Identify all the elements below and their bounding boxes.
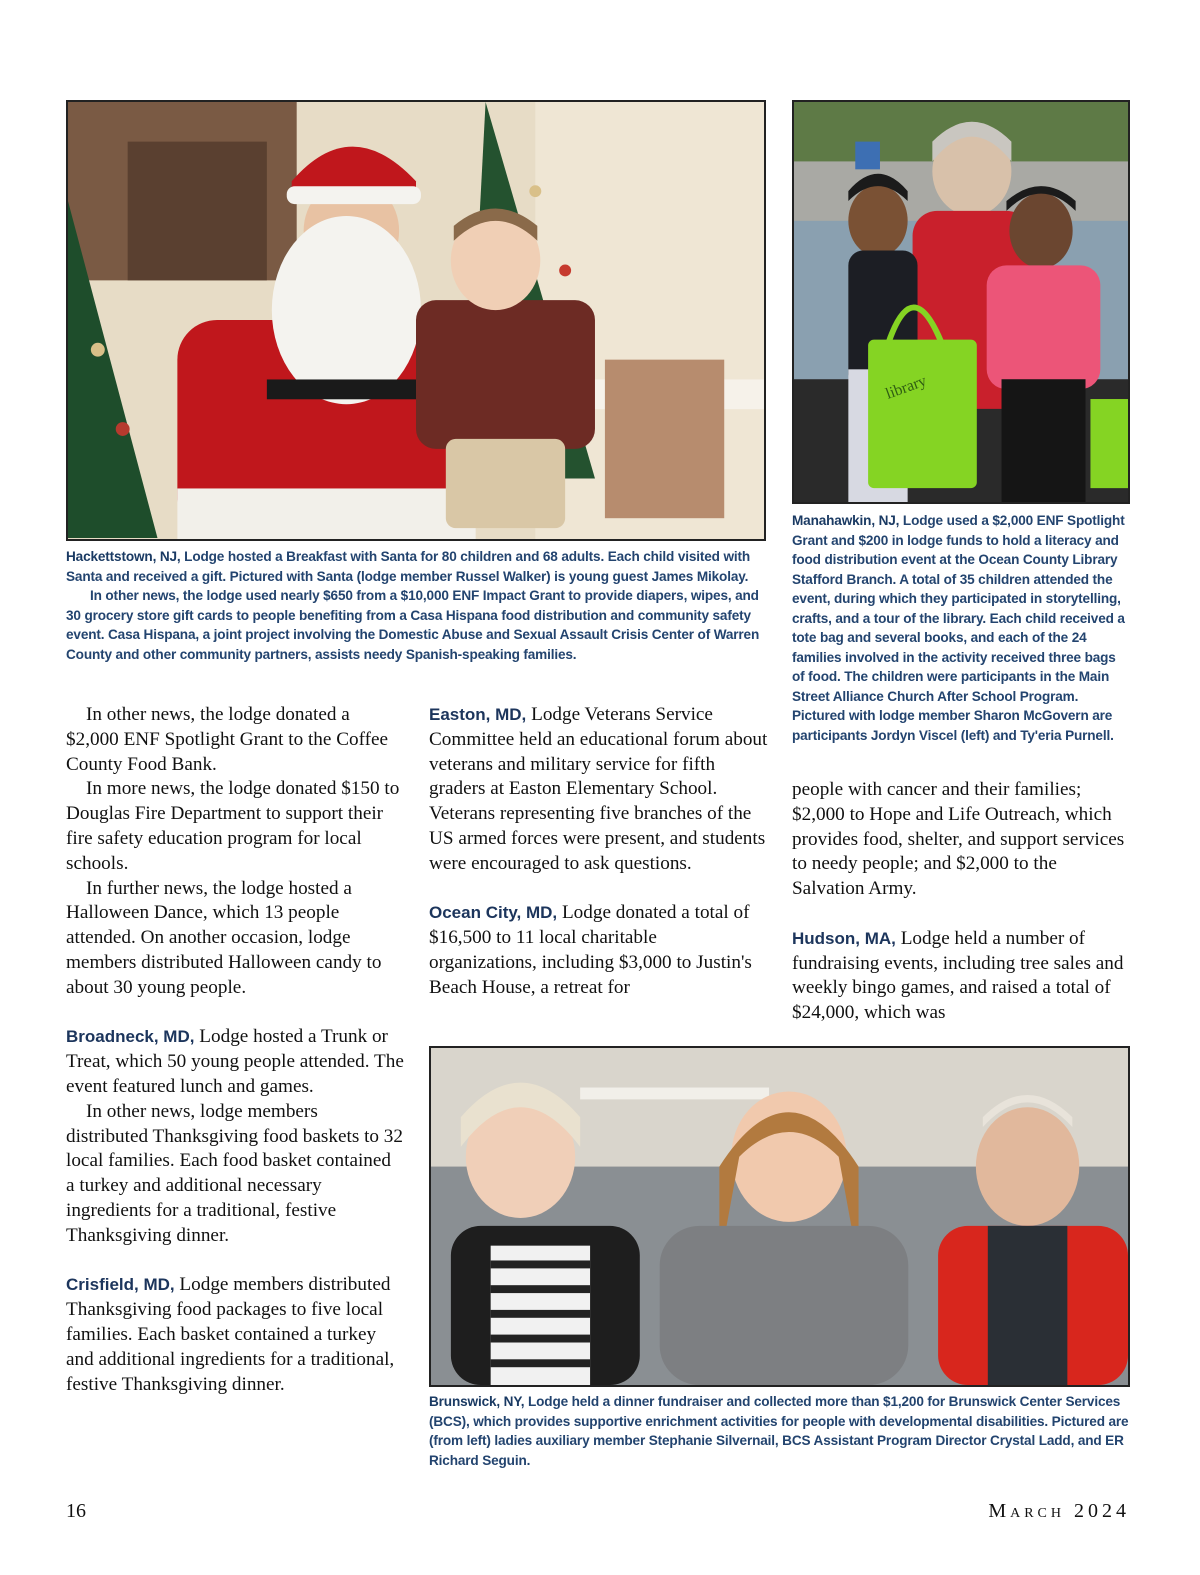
caption-place-manahawkin: Manahawkin, NJ, xyxy=(792,513,900,528)
broadneck-lead: Broadneck, MD, xyxy=(66,1027,195,1047)
crisfield-text: Lodge members distributed Thanksgiving food packages to five local families. Each basket contained a turkey and additional ingredients for a traditional, festive Thanksgiving dinner. xyxy=(66,1274,395,1395)
easton-lead: Easton, MD, xyxy=(429,705,527,724)
col1-paragraph-2: In more news, the lodge donated $150 to Douglas Fire Department to support their fire safety education program for local schools. xyxy=(66,778,400,874)
library-caption xyxy=(792,511,1130,745)
caption-place-brunswick: Brunswick, NY, xyxy=(429,1394,525,1409)
crisfield-paragraph xyxy=(66,1273,404,1397)
easton-text: Lodge Veterans Service Committee held an educational forum about veterans and military service for fifth graders at Easton Elementary School. Veterans representing five branches of the US armed forces were present, and students were encouraged to ask questions. xyxy=(429,704,768,874)
brunswick-caption xyxy=(429,1392,1130,1470)
caption-place-hackettstown: Hackettstown, NJ, xyxy=(66,549,181,564)
broadneck-paragraph xyxy=(66,1025,404,1099)
library-photo xyxy=(792,100,1130,504)
brunswick-caption-text: Lodge held a dinner fundraiser and collected more than $1,200 for Brunswick Center Services (BCS), which provides supportive enrichment activities for people with developmental disabilities. Pictured are (from left) ladies auxiliary member Stephanie Silvernail, BCS Assistant Program Director Crystal Ladd, and ER Richard Seguin. xyxy=(429,1394,1129,1468)
ocean-city-lead: Ocean City, MD, xyxy=(429,903,558,923)
issue-date: March 2024 xyxy=(988,1500,1130,1522)
santa-caption-text2: In other news, the lodge used nearly $650 from a $10,000 ENF Impact Grant to provide diapers, wipes, and 30 grocery store gift cards to people benefiting from a Casa Hispana food distribution and community safety event. Casa Hispana, a joint project involving the Domestic Abuse and Sexual Assault Crisis Center of Warren County and other community partners, assists needy Spanish-speaking families. xyxy=(66,588,760,662)
brunswick-photo-illustration xyxy=(431,1048,1128,1385)
page-number: 16 xyxy=(66,1500,86,1522)
col1-paragraph-3: In further news, the lodge hosted a Halloween Dance, which 13 people attended. On another occasion, lodge members distributed Halloween candy to about 30 young people. xyxy=(66,877,382,998)
library-photo-illustration xyxy=(794,102,1128,502)
column-1 xyxy=(66,703,404,1397)
hudson-text: Lodge held a number of fundraising events, including tree sales and weekly bingo games, and raised a total of $24,000, which was xyxy=(792,927,1124,1024)
ocean-city-text: Lodge donated a total of $16,500 to 11 local charitable organizations, including $3,000 to Justin's Beach House, a retreat for xyxy=(429,902,752,998)
broadneck-paragraph-2: In other news, lodge members distributed Thanksgiving food baskets to 32 local families. Each food basket contained a turkey and additional necessary ingredients for a traditional, festive Thanksgiving dinner. xyxy=(66,1100,403,1246)
col3-continued-paragraph: people with cancer and their families; $2,000 to Hope and Life Outreach, which provides food, shelter, and support services to needy people; and $2,000 to the Salvation Army. xyxy=(792,779,1125,900)
santa-photo xyxy=(66,100,766,541)
library-caption-text: Lodge used a $2,000 ENF Spotlight Grant and $200 in lodge funds to hold a literacy and food distribution event at the Ocean County Library Stafford Branch. A total of 35 children attended the event, during which they participated in storytelling, crafts, and a tour of the library. Each child received a tote bag and several books, and each of the 24 families involved in the activity received three bags of food. The children were participants in the Main Street Alliance Church After School Program. Pictured with lodge member Sharon McGovern are participants Jordyn Viscel (left) and Ty'eria Purnell. xyxy=(792,513,1125,743)
col1-paragraph-1: In other news, the lodge donated a $2,000 ENF Spotlight Grant to the Coffee County Food Bank. xyxy=(66,704,389,775)
santa-caption xyxy=(66,547,766,664)
santa-photo-illustration xyxy=(68,102,764,539)
brunswick-photo xyxy=(429,1046,1130,1387)
easton-paragraph xyxy=(429,703,769,877)
santa-caption-text: Lodge hosted a Breakfast with Santa for 80 children and 68 adults. Each child visited with Santa and received a gift. Pictured with Santa (lodge member Russel Walker) is young guest James Mikolay. xyxy=(66,549,751,584)
column-3 xyxy=(792,778,1130,1026)
crisfield-lead: Crisfield, MD, xyxy=(66,1275,175,1295)
hudson-lead: Hudson, MA, xyxy=(792,928,896,948)
column-2 xyxy=(429,703,769,1001)
ocean-city-paragraph xyxy=(429,901,769,1000)
hudson-paragraph xyxy=(792,927,1130,1026)
broadneck-text: Lodge hosted a Trunk or Treat, which 50 young people attended. The event featured lunch and games. xyxy=(66,1026,404,1097)
tote-bag-lettering: library xyxy=(883,372,929,403)
